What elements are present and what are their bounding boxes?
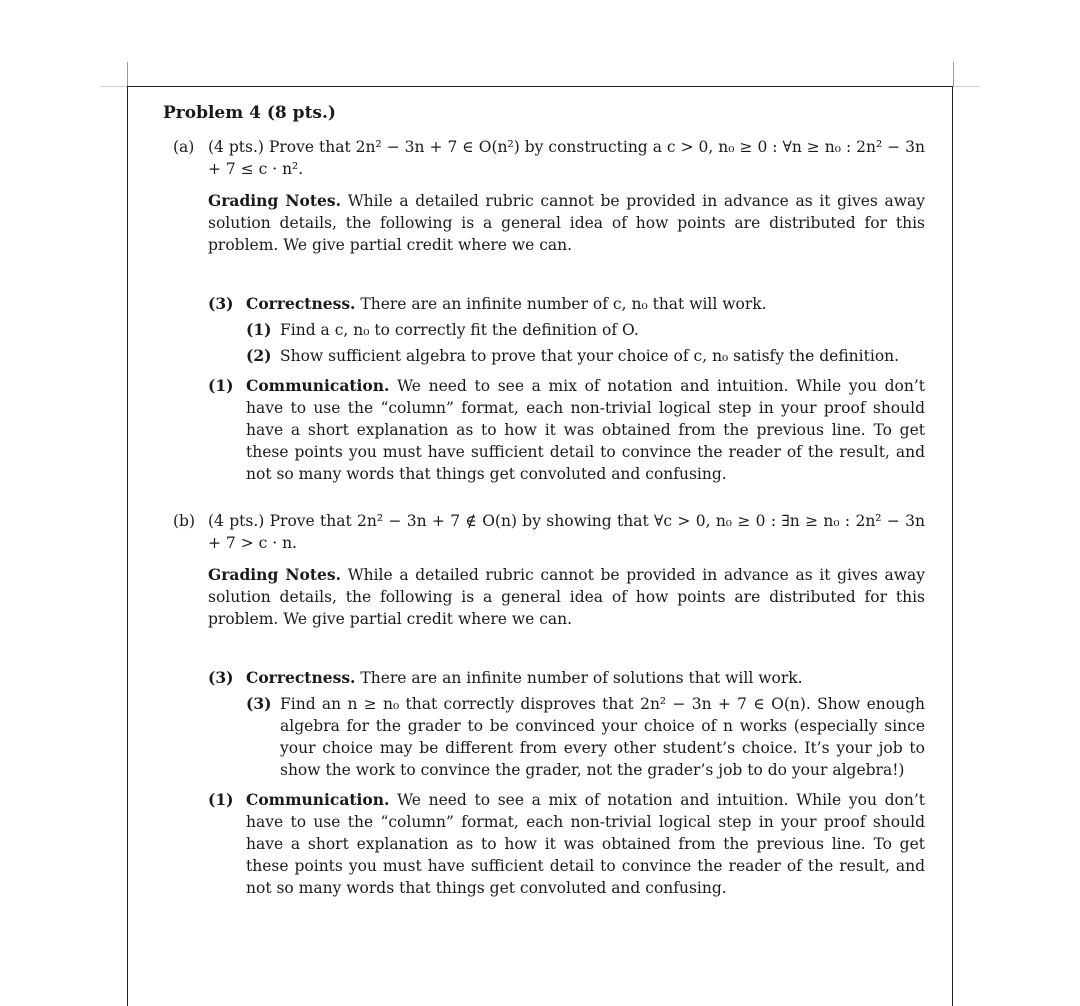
rubric-text: Find a c, n₀ to correctly fit the definition of O.	[280, 321, 639, 339]
part-b-grading-notes	[208, 564, 925, 630]
rubric-text: We need to see a mix of notation and intuition. While you don’t have to use the “column” format, each non-trivial logical step in your proof should have a short explanation as to how it was obtained from the previous line. To get these points you must have sufficient detail to convince the reader of the result, and not so many words that things get convoluted and confusing.	[246, 791, 925, 897]
grading-notes-text: While a detailed rubric cannot be provided in advance as it gives away solution details, the following is a general idea of how points are distributed for this problem. We give partial credit where we can.	[208, 566, 926, 628]
points-badge: (2)	[246, 346, 272, 365]
problem-title: Problem 4 (8 pts.)	[163, 103, 336, 123]
part-a-correctness-sub2	[208, 345, 925, 367]
part-a-correctness-sub1	[208, 319, 925, 341]
points-badge: (1)	[246, 320, 272, 339]
rubric-heading: Correctness.	[246, 294, 356, 313]
rubric-heading: Communication.	[246, 376, 390, 395]
rubric-text: Find an n ≥ n₀ that correctly disproves that 2n² − 3n + 7 ∈ O(n). Show enough algebra for the grader to be convinced your choice of n works (especially since your choice may be different from every other student’s choice. It’s your job to show the work to convince the grader, not the grader’s job to do your algebra!)	[280, 695, 925, 779]
part-b-statement: (4 pts.) Prove that 2n² − 3n + 7 ∉ O(n) by showing that ∀c > 0, n₀ ≥ 0 : ∃n ≥ n₀ : 2n² − 3n + 7 > c · n.	[208, 512, 925, 552]
grading-notes-heading: Grading Notes.	[208, 565, 342, 584]
points-badge: (1)	[208, 790, 234, 809]
problem-content	[163, 102, 925, 899]
part-b-correctness	[208, 667, 925, 689]
part-b-correctness-sub1	[208, 693, 925, 781]
points-badge: (3)	[208, 294, 234, 313]
rubric-text: There are an infinite number of c, n₀ that will work.	[360, 295, 767, 313]
part-b-label: (b)	[173, 512, 196, 530]
part-b	[163, 510, 925, 899]
points-badge: (3)	[208, 668, 234, 687]
rubric-heading: Correctness.	[246, 668, 356, 687]
part-a-correctness	[208, 293, 925, 315]
rubric-text: We need to see a mix of notation and intuition. While you don’t have to use the “column” format, each non-trivial logical step in your proof should have a short explanation as to how it was obtained from the previous line. To get these points you must have sufficient detail to convince the reader of the result, and not so many words that things get convoluted and confusing.	[246, 377, 925, 483]
points-badge: (3)	[246, 694, 272, 713]
crop-mark-right	[953, 62, 954, 86]
part-a-label: (a)	[173, 138, 195, 156]
part-a-communication	[208, 375, 925, 485]
part-a	[163, 136, 925, 485]
grading-notes-heading: Grading Notes.	[208, 191, 342, 210]
grading-notes-text: While a detailed rubric cannot be provided in advance as it gives away solution details, the following is a general idea of how points are distributed for this problem. We give partial credit where we can.	[208, 192, 926, 254]
part-b-communication	[208, 789, 925, 899]
part-a-grading-notes	[208, 190, 925, 256]
crop-mark-left	[127, 62, 128, 86]
rubric-heading: Communication.	[246, 790, 390, 809]
points-badge: (1)	[208, 376, 234, 395]
part-a-statement: (4 pts.) Prove that 2n² − 3n + 7 ∈ O(n²) by constructing a c > 0, n₀ ≥ 0 : ∀n ≥ n₀ : 2n² − 3n + 7 ≤ c · n².	[208, 138, 925, 178]
rubric-text: There are an infinite number of solutions that will work.	[360, 669, 803, 687]
rubric-text: Show sufficient algebra to prove that your choice of c, n₀ satisfy the definition.	[280, 347, 900, 365]
